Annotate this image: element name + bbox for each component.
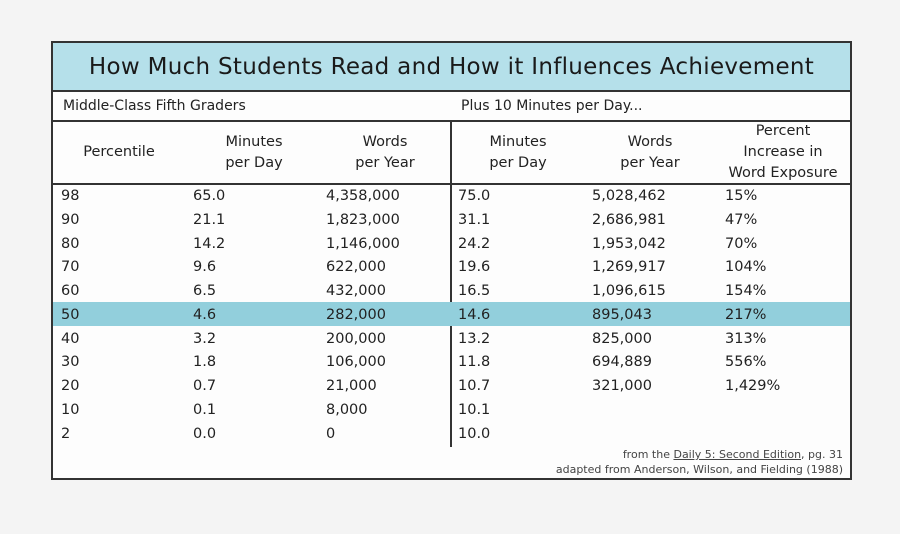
cell-minutes: 14.2 bbox=[193, 235, 226, 252]
cell-plus-minutes: 11.8 bbox=[458, 354, 491, 371]
cell-plus-minutes: 19.6 bbox=[458, 259, 491, 276]
cell-minutes: 6.5 bbox=[193, 283, 217, 299]
cell-minutes: 0.0 bbox=[193, 425, 217, 442]
cell-plus-minutes: 24.2 bbox=[458, 235, 491, 252]
cell-increase: 15% bbox=[725, 188, 758, 204]
header-percentile: Percentile bbox=[83, 144, 155, 160]
cell-plus-minutes: 16.5 bbox=[458, 283, 491, 299]
cell-increase: 70% bbox=[725, 235, 758, 252]
cell-plus-words: 2,686,981 bbox=[592, 211, 666, 228]
cell-percentile: 20 bbox=[61, 378, 80, 394]
table-row bbox=[53, 233, 850, 257]
cell-words: 106,000 bbox=[326, 354, 386, 371]
header-minutes: Minutes per Day bbox=[225, 133, 283, 171]
cell-words: 622,000 bbox=[326, 259, 386, 276]
cell-percentile: 30 bbox=[61, 354, 80, 371]
table-row bbox=[53, 351, 850, 375]
cell-increase: 104% bbox=[725, 259, 767, 276]
header-percent-increase: Percent Increase in Word Exposure bbox=[728, 123, 838, 181]
table-row-highlighted bbox=[53, 304, 850, 328]
left-subheading: Middle-Class Fifth Graders bbox=[63, 98, 246, 114]
cell-plus-minutes: 14.6 bbox=[458, 306, 491, 323]
table-title: How Much Students Read and How it Influences Achievement bbox=[53, 43, 850, 92]
cell-plus-minutes: 75.0 bbox=[458, 188, 491, 204]
cell-words: 200,000 bbox=[326, 330, 386, 347]
cell-percentile: 2 bbox=[61, 425, 71, 442]
cell-minutes: 9.6 bbox=[193, 259, 217, 276]
cell-plus-words: 895,043 bbox=[592, 306, 652, 323]
cell-increase: 313% bbox=[725, 330, 767, 347]
cell-minutes: 0.1 bbox=[193, 401, 217, 418]
cell-words: 0 bbox=[326, 425, 336, 442]
cell-percentile: 90 bbox=[61, 211, 80, 228]
source-citation: from the Daily 5: Second Edition, pg. 31 bbox=[622, 448, 843, 461]
cell-percentile: 60 bbox=[61, 283, 80, 299]
source-book-title: Daily 5: Second Edition bbox=[673, 448, 802, 461]
cell-words: 8,000 bbox=[326, 401, 368, 418]
cell-words: 4,358,000 bbox=[326, 188, 400, 204]
cell-plus-minutes: 31.1 bbox=[458, 211, 491, 228]
right-subheading: Plus 10 Minutes per Day... bbox=[461, 98, 643, 114]
cell-plus-words: 321,000 bbox=[592, 378, 652, 394]
cell-minutes: 1.8 bbox=[193, 354, 217, 371]
cell-minutes: 21.1 bbox=[193, 211, 226, 228]
cell-words: 1,823,000 bbox=[326, 211, 400, 228]
table-row bbox=[53, 423, 850, 447]
cell-plus-words: 1,269,917 bbox=[592, 259, 666, 276]
cell-words: 282,000 bbox=[326, 306, 386, 323]
table-row bbox=[53, 209, 850, 233]
cell-percentile: 70 bbox=[61, 259, 80, 276]
table-row bbox=[53, 328, 850, 352]
cell-increase: 154% bbox=[725, 283, 767, 299]
cell-percentile: 10 bbox=[61, 401, 80, 418]
cell-minutes: 0.7 bbox=[193, 378, 217, 394]
cell-words: 21,000 bbox=[326, 378, 377, 394]
cell-plus-words: 5,028,462 bbox=[592, 188, 666, 204]
cell-words: 1,146,000 bbox=[326, 235, 400, 252]
table-row bbox=[53, 375, 850, 399]
cell-words: 432,000 bbox=[326, 283, 386, 299]
cell-percentile: 80 bbox=[61, 235, 80, 252]
cell-minutes: 4.6 bbox=[193, 306, 217, 323]
cell-percentile: 40 bbox=[61, 330, 80, 347]
cell-minutes: 65.0 bbox=[193, 188, 226, 204]
cell-increase: 217% bbox=[725, 306, 767, 323]
header-words: Words per Year bbox=[355, 133, 415, 171]
reading-table bbox=[51, 41, 852, 480]
cell-plus-words: 825,000 bbox=[592, 330, 652, 347]
cell-increase: 47% bbox=[725, 211, 758, 228]
cell-plus-minutes: 13.2 bbox=[458, 330, 491, 347]
table-body bbox=[53, 185, 850, 446]
cell-plus-words: 1,096,615 bbox=[592, 283, 666, 299]
header-plus-minutes: Minutes per Day bbox=[489, 133, 547, 171]
table-row bbox=[53, 256, 850, 280]
table-row bbox=[53, 280, 850, 304]
source-adapted: adapted from Anderson, Wilson, and Fielding (1988) bbox=[555, 463, 843, 476]
cell-increase: 1,429% bbox=[725, 378, 781, 394]
table-row bbox=[53, 399, 850, 423]
cell-percentile: 50 bbox=[61, 306, 80, 323]
cell-plus-minutes: 10.0 bbox=[458, 425, 491, 442]
cell-plus-minutes: 10.1 bbox=[458, 401, 491, 418]
table-row bbox=[53, 185, 850, 209]
cell-plus-minutes: 10.7 bbox=[458, 378, 491, 394]
cell-increase: 556% bbox=[725, 354, 767, 371]
cell-plus-words: 694,889 bbox=[592, 354, 652, 371]
cell-percentile: 98 bbox=[61, 188, 80, 204]
header-plus-words: Words per Year bbox=[620, 133, 680, 171]
cell-minutes: 3.2 bbox=[193, 330, 217, 347]
cell-plus-words: 1,953,042 bbox=[592, 235, 666, 252]
